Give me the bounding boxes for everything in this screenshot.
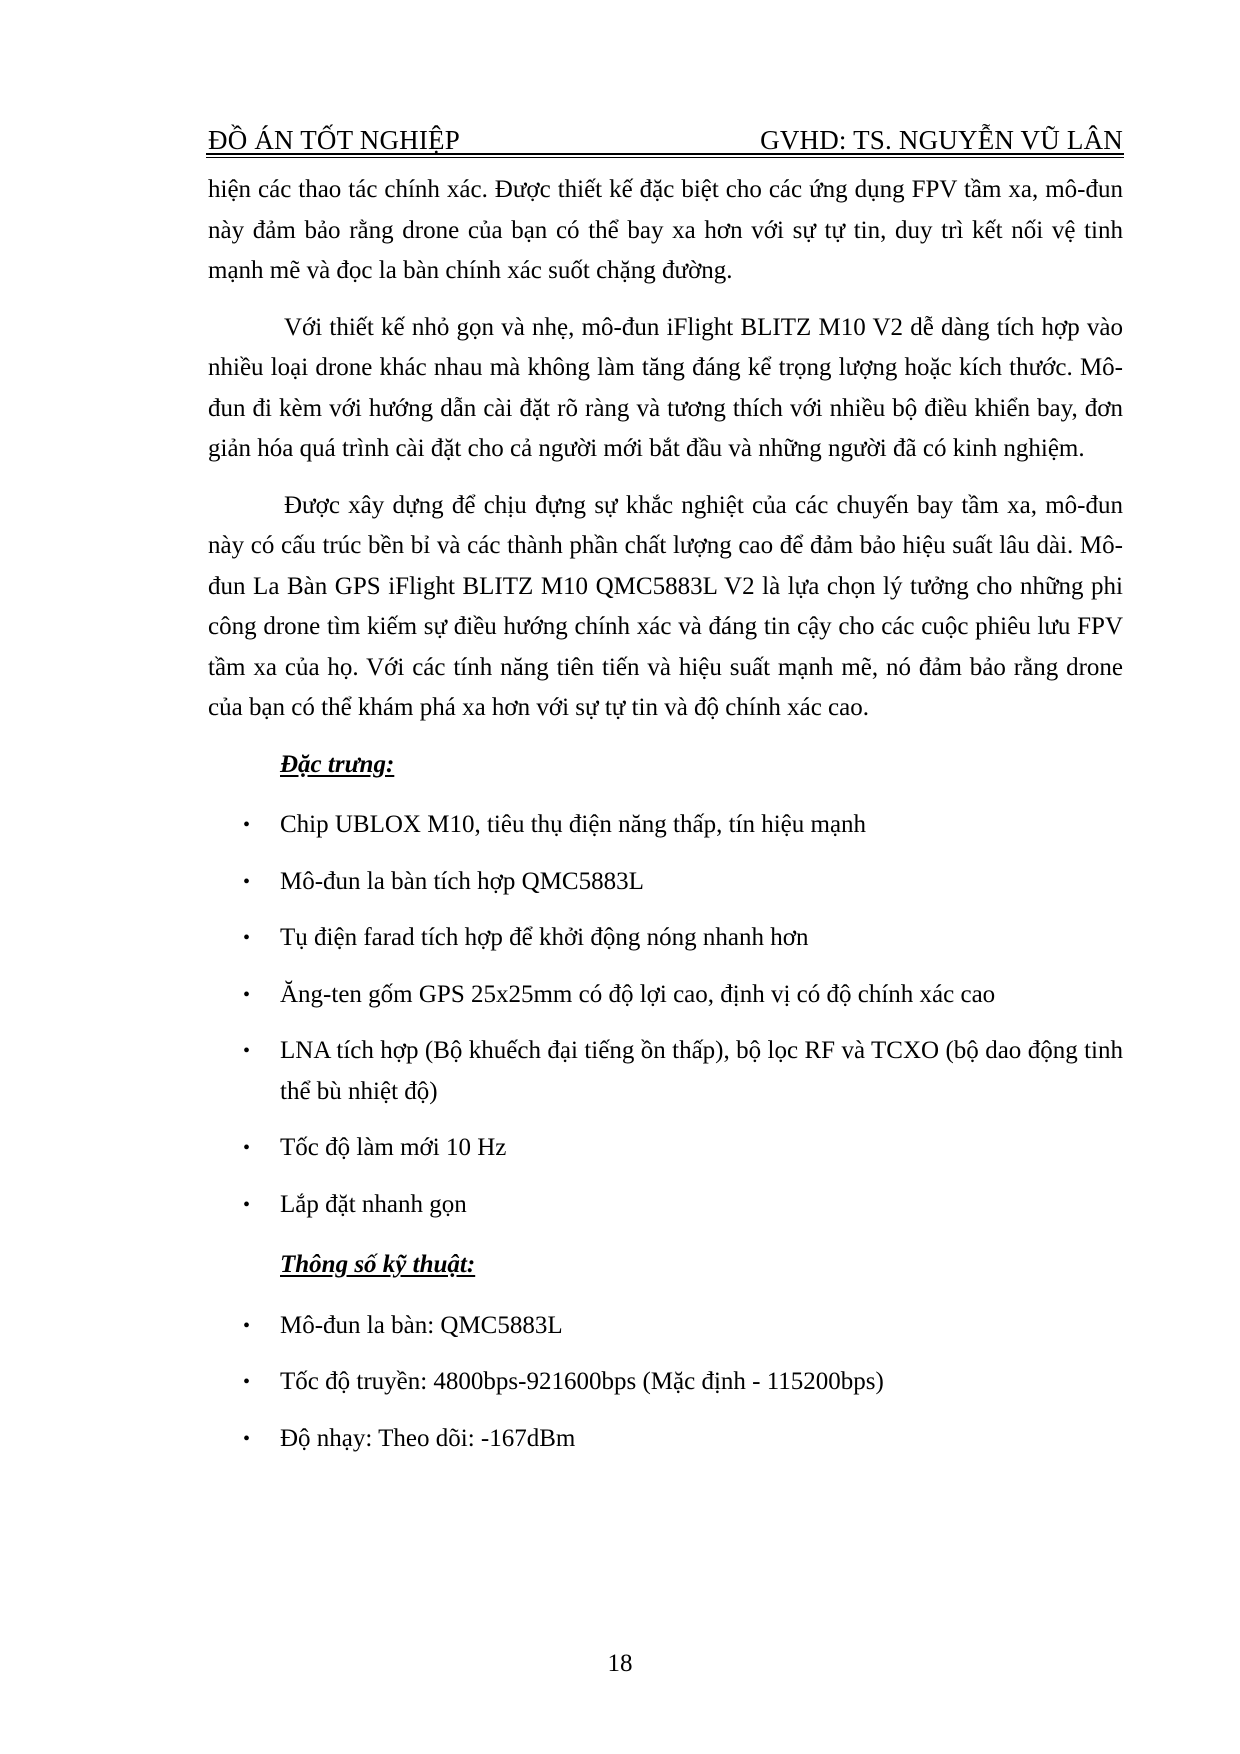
paragraph-3: Được xây dựng để chịu đựng sự khắc nghiệt của các chuyến bay tầm xa, mô-đun này có cấu trúc bền bỉ và các thành phần chất lượng cao để đảm bảo hiệu suất lâu dài. Mô-đun La Bàn GPS iFlight BLITZ M10 QMC5883L V2 là lựa chọn lý tưởng cho những phi công drone tìm kiếm sự điều hướng chính xác và đáng tin cậy cho các cuộc phiêu lưu FPV tầm xa của họ. Với các tính năng tiên tiến và hiệu suất mạnh mẽ, nó đảm bảo rằng drone của bạn có thể khám phá xa hơn với sự tự tin và độ chính xác cao. — [208, 491, 1123, 721]
list-item — [208, 918, 1123, 959]
list-item — [208, 975, 1123, 1016]
list-item — [208, 862, 1123, 903]
bullet-icon: • — [243, 927, 251, 949]
bullet-icon: • — [243, 870, 251, 893]
features-list — [208, 805, 1123, 1225]
list-item — [208, 1128, 1123, 1169]
list-item-text: Tốc độ làm mới 10 Hz — [280, 1134, 507, 1161]
list-item-text: Ăng-ten gốm GPS 25x25mm có độ lợi cao, định vị có độ chính xác cao — [280, 980, 996, 1008]
list-item — [208, 1031, 1123, 1112]
bullet-icon: • — [243, 1371, 251, 1393]
header-rule — [206, 153, 1124, 155]
bullet-icon: • — [243, 1193, 251, 1216]
paragraph-2: Với thiết kế nhỏ gọn và nhẹ, mô-đun iFlight BLITZ M10 V2 dễ dàng tích hợp vào nhiều loại drone khác nhau mà không làm tăng đáng kể trọng lượng hoặc kích thước. Mô-đun đi kèm với hướng dẫn cài đặt rõ ràng và tương thích với nhiều bộ điều khiển bay, đơn giản hóa quá trình cài đặt cho cả người mới bắt đầu và những người đã có kinh nghiệm. — [208, 313, 1123, 462]
list-item-text: Mô-đun la bàn tích hợp QMC5883L — [280, 867, 644, 895]
page-content — [208, 170, 1123, 1479]
list-item-text: Độ nhạy: Theo dõi: -167dBm — [280, 1424, 576, 1452]
bullet-icon: • — [243, 983, 251, 1006]
specs-heading: Thông số kỹ thuật: — [280, 1251, 476, 1278]
bullet-icon: • — [243, 1427, 251, 1450]
paragraph-1: hiện các thao tác chính xác. Được thiết kế đặc biệt cho các ứng dụng FPV tầm xa, mô-đun này đảm bảo rằng drone của bạn có thể bay xa hơn với sự tự tin, duy trì kết nối vệ tinh mạnh mẽ và đọc la bàn chính xác suốt chặng đường. — [208, 176, 1123, 284]
list-item-text: Tụ điện farad tích hợp để khởi động nóng nhanh hơn — [280, 924, 809, 951]
bullet-icon: • — [243, 814, 251, 836]
features-heading: Đặc trưng: — [280, 750, 395, 778]
bullet-icon: • — [243, 1040, 251, 1062]
bullet-icon: • — [243, 1314, 251, 1337]
header-left-title: ĐỒ ÁN TỐT NGHIỆP — [208, 125, 460, 155]
list-item — [208, 805, 1123, 846]
header-right-advisor: GVHD: TS. NGUYỄN VŨ LÂN — [760, 125, 1123, 155]
list-item — [208, 1419, 1123, 1460]
page-number: 18 — [607, 1650, 633, 1677]
bullet-icon: • — [243, 1137, 251, 1159]
list-item-text: Lắp đặt nhanh gọn — [280, 1190, 467, 1218]
list-item — [208, 1306, 1123, 1347]
list-item-text: Chip UBLOX M10, tiêu thụ điện năng thấp, tín hiệu mạnh — [280, 811, 867, 838]
list-item — [208, 1362, 1123, 1403]
page-header — [208, 116, 1123, 156]
list-item-text: Mô-đun la bàn: QMC5883L — [280, 1311, 563, 1339]
specs-list — [208, 1306, 1123, 1460]
list-item — [208, 1185, 1123, 1226]
list-item-text: LNA tích hợp (Bộ khuếch đại tiếng ồn thấp), bộ lọc RF và TCXO (bộ dao động tinh thể bù nhiệt độ) — [280, 1037, 1123, 1105]
header-rule-thin — [206, 157, 1124, 158]
list-item-text: Tốc độ truyền: 4800bps-921600bps (Mặc định - 115200bps) — [280, 1368, 884, 1395]
